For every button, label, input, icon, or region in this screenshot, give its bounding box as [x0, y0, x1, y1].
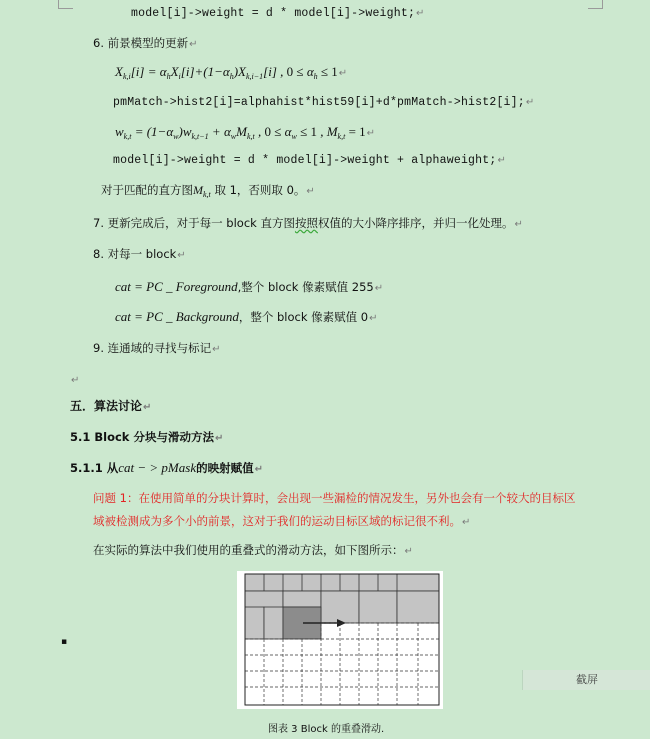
step-7-heading [93, 215, 523, 231]
step-text: 8. 对每一 block [93, 247, 177, 261]
spellcheck-underlined-text: 按照 [294, 216, 318, 230]
step-text: 7. 更新完成后，对于每一 block 直方图 [93, 216, 295, 230]
block-gray [321, 591, 359, 623]
formula-text: cat − > pMask [118, 460, 197, 475]
background-rule [115, 306, 378, 325]
step-6-heading [93, 35, 198, 51]
paragraph-mark: ↵ [366, 128, 376, 139]
sentence-text: 对于匹配的直方图 [101, 183, 193, 197]
formula-weight-update: $w_{k,t} = (1-\alpha_w)w_{k,t-1} + \alpha_wM_{k,t}$ , $0 \le \alpha_w \le 1$ , $M_{k,t}$ = 1↵ [115, 124, 376, 141]
match-sentence: 对于匹配的直方图$M_{k,t}$ 取 1，否则取 0。↵ [101, 183, 315, 199]
sentence-text: 在实际的算法中我们使用的重叠式的滑动方法，如下图所示： [93, 543, 404, 557]
paragraph-mark: ↵ [514, 219, 523, 230]
formula-text: cat = PC _ Background [115, 309, 239, 324]
paragraph-mark: ↵ [416, 8, 425, 19]
screenshot-button[interactable]: 截屏 [522, 670, 650, 690]
problem-text: 问题 1：在使用简单的分块计算时，会出现一些漏检的情况发生，另外也会有一个较大的目标区 [93, 491, 576, 505]
page-corner-mark [58, 0, 73, 9]
code-line [131, 7, 425, 20]
practice-sentence [93, 542, 413, 558]
top-gray-band [245, 574, 439, 591]
paragraph-mark: ↵ [525, 97, 535, 108]
foreground-rule [115, 276, 383, 295]
rule-text: ，整个 block 像素赋值 0 [238, 310, 369, 324]
code-text: model[i]->weight = d * model[i]->weight; [131, 7, 416, 20]
block-gray [264, 607, 283, 639]
paragraph-mark: ↵ [212, 344, 221, 355]
problem-1-line-1 [93, 490, 575, 506]
code-text: model[i]->weight = d * model[i]->weight + alphaweight; [113, 154, 497, 167]
subsection-5-1-heading [70, 429, 223, 445]
step-text: 权值的大小降序排序，并归一化处理。 [317, 216, 514, 230]
formula-text: cat = PC _ Foreground [115, 279, 238, 294]
list-bullet: ▪ [61, 637, 68, 647]
step-8-heading [93, 246, 186, 262]
paragraph-mark: ↵ [404, 546, 413, 557]
formula-foreground-update: $X_{k,i}[i] = \alpha_hX_i[i]+(1-\alpha_h)X_{k,i-1}[i]$ , $0 \le \alpha_h$ ≤ 1↵ [115, 64, 348, 81]
paragraph-mark: ↵ [71, 375, 80, 386]
paragraph-mark: ↵ [497, 155, 507, 166]
block-gray [359, 591, 397, 623]
problem-1-line-2 [93, 513, 470, 529]
paragraph-mark: ↵ [306, 186, 315, 197]
page-corner-mark [588, 0, 603, 9]
rule-text: ,整个 block 像素赋值 255 [237, 280, 374, 294]
code-text: pmMatch->hist2[i]=alphahist*hist59[i]+d*pmMatch->hist2[i]; [113, 96, 525, 109]
heading-text: 五．算法讨论 [70, 399, 143, 413]
heading-text: 5.1.1 从 [70, 461, 119, 475]
step-9-heading [93, 340, 221, 356]
step-text: 9. 连通域的寻找与标记 [93, 341, 212, 355]
code-line [113, 154, 506, 167]
figure-caption [268, 720, 384, 735]
paragraph-mark: ↵ [177, 250, 186, 261]
empty-paragraph [70, 368, 79, 387]
sentence-text: 取 1，否则取 0。 [214, 183, 306, 197]
paragraph-mark: ↵ [374, 283, 384, 294]
code-line [113, 96, 534, 109]
block-gray [245, 607, 264, 639]
paragraph-mark: ↵ [462, 517, 471, 528]
section-5-heading [70, 397, 151, 414]
sliding-grid-diagram [237, 571, 443, 709]
caption-text: 图表 3 Block 的重叠滑动. [268, 724, 385, 735]
step-text: 6. 前景模型的更新 [93, 36, 189, 50]
block-sliding-figure [237, 571, 443, 709]
paragraph-mark: ↵ [338, 68, 348, 79]
block-gray [283, 591, 321, 607]
paragraph-mark: ↵ [143, 402, 152, 413]
problem-text: 域被检测成为多个小的前景，这对于我们的运动目标区域的标记很不利。 [93, 514, 461, 528]
paragraph-mark: ↵ [254, 464, 263, 475]
heading-text: 5.1 Block 分块与滑动方法 [70, 430, 214, 444]
block-gray [397, 591, 439, 623]
subsection-5-1-1-heading [70, 460, 263, 476]
paragraph-mark: ↵ [214, 433, 224, 444]
paragraph-mark: ↵ [369, 313, 378, 324]
heading-text: 的映射赋值 [196, 461, 254, 475]
paragraph-mark: ↵ [189, 39, 198, 50]
